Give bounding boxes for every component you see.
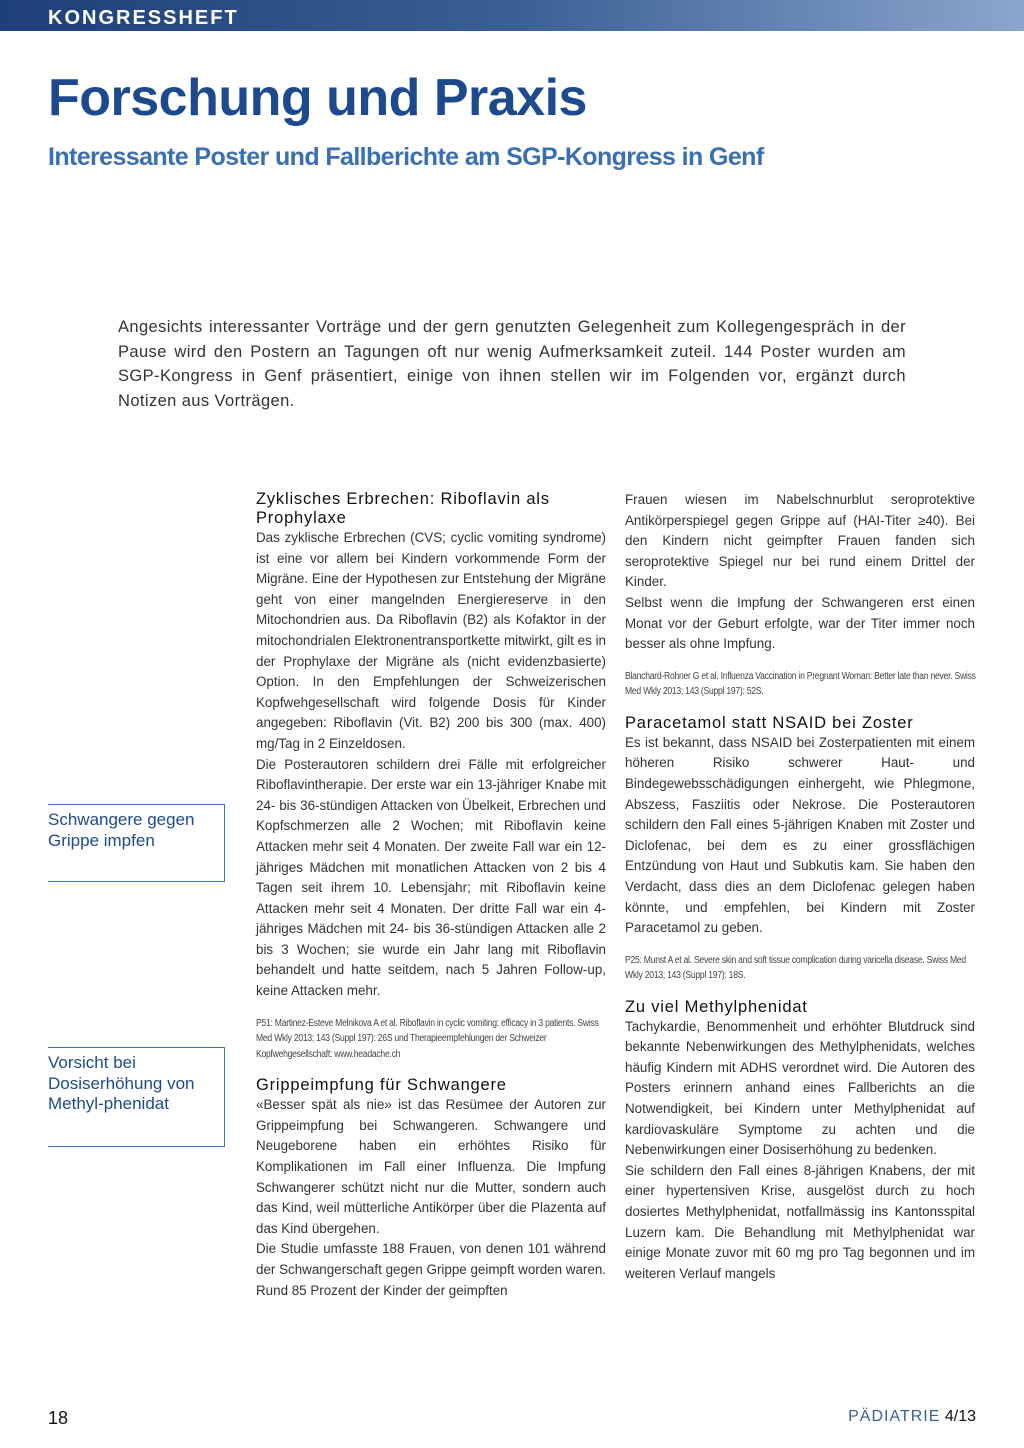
page-number: 18 xyxy=(48,1408,69,1428)
journal-footer xyxy=(848,1408,976,1426)
section-heading: Zu viel Methylphenidat xyxy=(625,997,808,1016)
reference-note: Blanchard-Rohner G et al. Influenza Vaccination in Pregnant Woman: Better late than never. Swiss Med Wkly 2013; 143 (Suppl 197): 52S. xyxy=(625,670,976,698)
body-paragraph: Die Studie umfasste 188 Frauen, von denen 101 während der Schwangerschaft gegen Grippe geimpft worden waren. Rund 85 Prozent der Kinder der geimpften xyxy=(256,1241,606,1298)
body-paragraph: Frauen wiesen im Nabelschnurblut seroprotektive Antikörperspiegel gegen Grippe auf (HAI-Titer ≥40). Bei den Kindern nicht geimpfter Frauen fanden sich seroprotektive Spiegel nur bei rund einem Drittel der Kinder. xyxy=(625,492,975,590)
page-subtitle: Interessante Poster und Fallberichte am SGP-Kongress in Genf xyxy=(48,143,764,171)
section-label: KONGRESSHEFT xyxy=(48,7,239,29)
column-middle xyxy=(256,490,606,1301)
body-paragraph: Tachykardie, Benommenheit und erhöhter Blutdruck sind bekannte Nebenwirkungen des Methylphenidats, welches häufig Kindern mit ADHS verordnet wird. Die Autoren des Posters erinnern anhand eines Fallberichts an die Notwendigkeit, bei Kindern unter Methylphenidat auf kardiovaskuläre Symptome zu achten und die Nebenwirkungen einer Dosiserhöhung zu bedenken. xyxy=(625,1018,975,1158)
sidebar-box-vaccination xyxy=(48,804,225,882)
reference-note: P25: Munst A et al. Severe skin and soft tissue complication during varicella disease. Swiss Med Wkly 2013; 143 (Suppl 197): 18S. xyxy=(625,954,966,982)
body-paragraph: Es ist bekannt, dass NSAID bei Zosterpatienten mit einem höheren Risiko schwerer Haut- und Bindegewebsschädigungen einhergeht, wie Phlegmone, Abszess, Fasziitis oder Nekrose. Die Posterautoren schildern den Fall eines 5-jährigen Knaben mit Zoster und Diclofenac, bei dem es zu einer grossflächigen Entzündung von Haut und Subkutis kam. Sie haben den Verdacht, dass dies an dem Diclofenac gelegen haben könnte, und empfehlen, bei Kindern mit Zoster Paracetamol zu geben. xyxy=(625,734,975,936)
body-paragraph: Die Posterautoren schildern drei Fälle mit erfolgreicher Riboflavintherapie. Der erste war ein 13-jähriger Knabe mit 24- bis 36-stündigen Attacken von Übelkeit, Erbrechen und Kopfschmerzen alle 2 Wochen; mit Riboflavin keine Attacken mehr seit 4 Monaten. Der zweite Fall war ein 12-jähriges Mädchen mit monatlichen Attacken von 2 bis 4 Tagen seit ihrem 10. Lebensjahr; mit Riboflavin keine Attacken mehr seit 4 Monaten. Der dritte Fall war ein 4-jähriges Mädchen mit 24- bis 36-stündigen Attacken alle 2 bis 3 Wochen; sie wurde ein Jahr lang mit Riboflavin behandelt und hatte seitdem, nach 5 Jahren Follow-up, keine Attacken mehr. xyxy=(256,756,606,999)
body-paragraph: Sie schildern den Fall eines 8-jährigen Knabens, der mit einer hypertensiven Krise, ausgelöst durch zu hoch dosiertes Methylphenidat, notfallmässig ins Kantonsspital Luzern kam. Die Behandlung mit Methylphenidat war einige Monate zuvor mit 60 mg pro Tag begonnen und im weiteren Verlauf mangels xyxy=(625,1162,975,1281)
section-heading: Paracetamol statt NSAID bei Zoster xyxy=(625,713,914,732)
header-bar xyxy=(0,0,1024,31)
body-paragraph: «Besser spät als nie» ist das Resümee der Autoren zur Grippeimpfung bei Schwangeren. Schwangere und Neugeborene haben ein erhöhtes Risiko für Komplikationen im Fall einer Influenza. Die Impfung Schwangerer schützt nicht nur die Mutter, sondern auch das Kind, weil mütterliche Antikörper über die Plazenta auf das Kind übergehen. xyxy=(256,1097,606,1236)
section-heading: Zyklisches Erbrechen: Riboflavin als Prophylaxe xyxy=(256,490,550,527)
page-title: Forschung und Praxis xyxy=(48,69,587,127)
journal-name: PÄDIATRIE xyxy=(848,1408,941,1425)
section-heading: Grippeimpfung für Schwangere xyxy=(256,1076,507,1095)
body-paragraph: Das zyklische Erbrechen (CVS; cyclic vomiting syndrome) ist eine vor allem bei Kindern vorkommende Form der Migräne. Eine der Hypothesen zur Entstehung der Migräne geht von einer mangelnden Energiereserve in den Mitochondrien aus. Da Riboflavin (B2) als Kofaktor in der mitochondrialen Elektronentransportkette mitwirkt, gilt es in der Prophylaxe der Migräne als (nicht evidenzbasierte) Option. In den Empfehlungen der Schweizerischen Kopfwehgesellschaft wird folgende Dosis für Kinder angegeben: Riboflavin (Vit. B2) 200 bis 300 (max. 400) mg/Tag in 2 Einzeldosen. xyxy=(256,530,606,751)
body-paragraph: Selbst wenn die Impfung der Schwangeren erst einen Monat vor der Geburt erfolgte, war der Titer immer noch besser als ohne Impfung. xyxy=(625,594,975,652)
issue-number: 4/13 xyxy=(944,1408,976,1425)
sidebar-box-text: Vorsicht bei Dosiserhöhung von Methyl-phenidat xyxy=(48,1053,195,1113)
column-right xyxy=(625,490,975,1284)
lead-paragraph: Angesichts interessanter Vorträge und der gern genutzten Gelegenheit zum Kollegengespräch in der Pause wird den Postern an Tagungen oft nur wenig Aufmerksamkeit zuteil. 144 Poster wurden am SGP-Kongress in Genf präsentiert, einige von ihnen stellen wir im Folgenden vor, ergänzt durch Notizen aus Vorträgen. xyxy=(118,318,906,411)
sidebar-box-text: Schwangere gegen Grippe impfen xyxy=(48,810,195,850)
reference-note: P51: Martinez-Esteve Melnikova A et al. Riboflavin in cyclic vomiting: efficacy in 3 patients. Swiss Med Wkly 2013; 143 (Suppl 197): 26S und Therapieempfehlungen der Schweizer Kopfwehgesellschaft: www.headache.ch xyxy=(256,1017,599,1060)
sidebar-box-methylphenidate xyxy=(48,1047,225,1147)
